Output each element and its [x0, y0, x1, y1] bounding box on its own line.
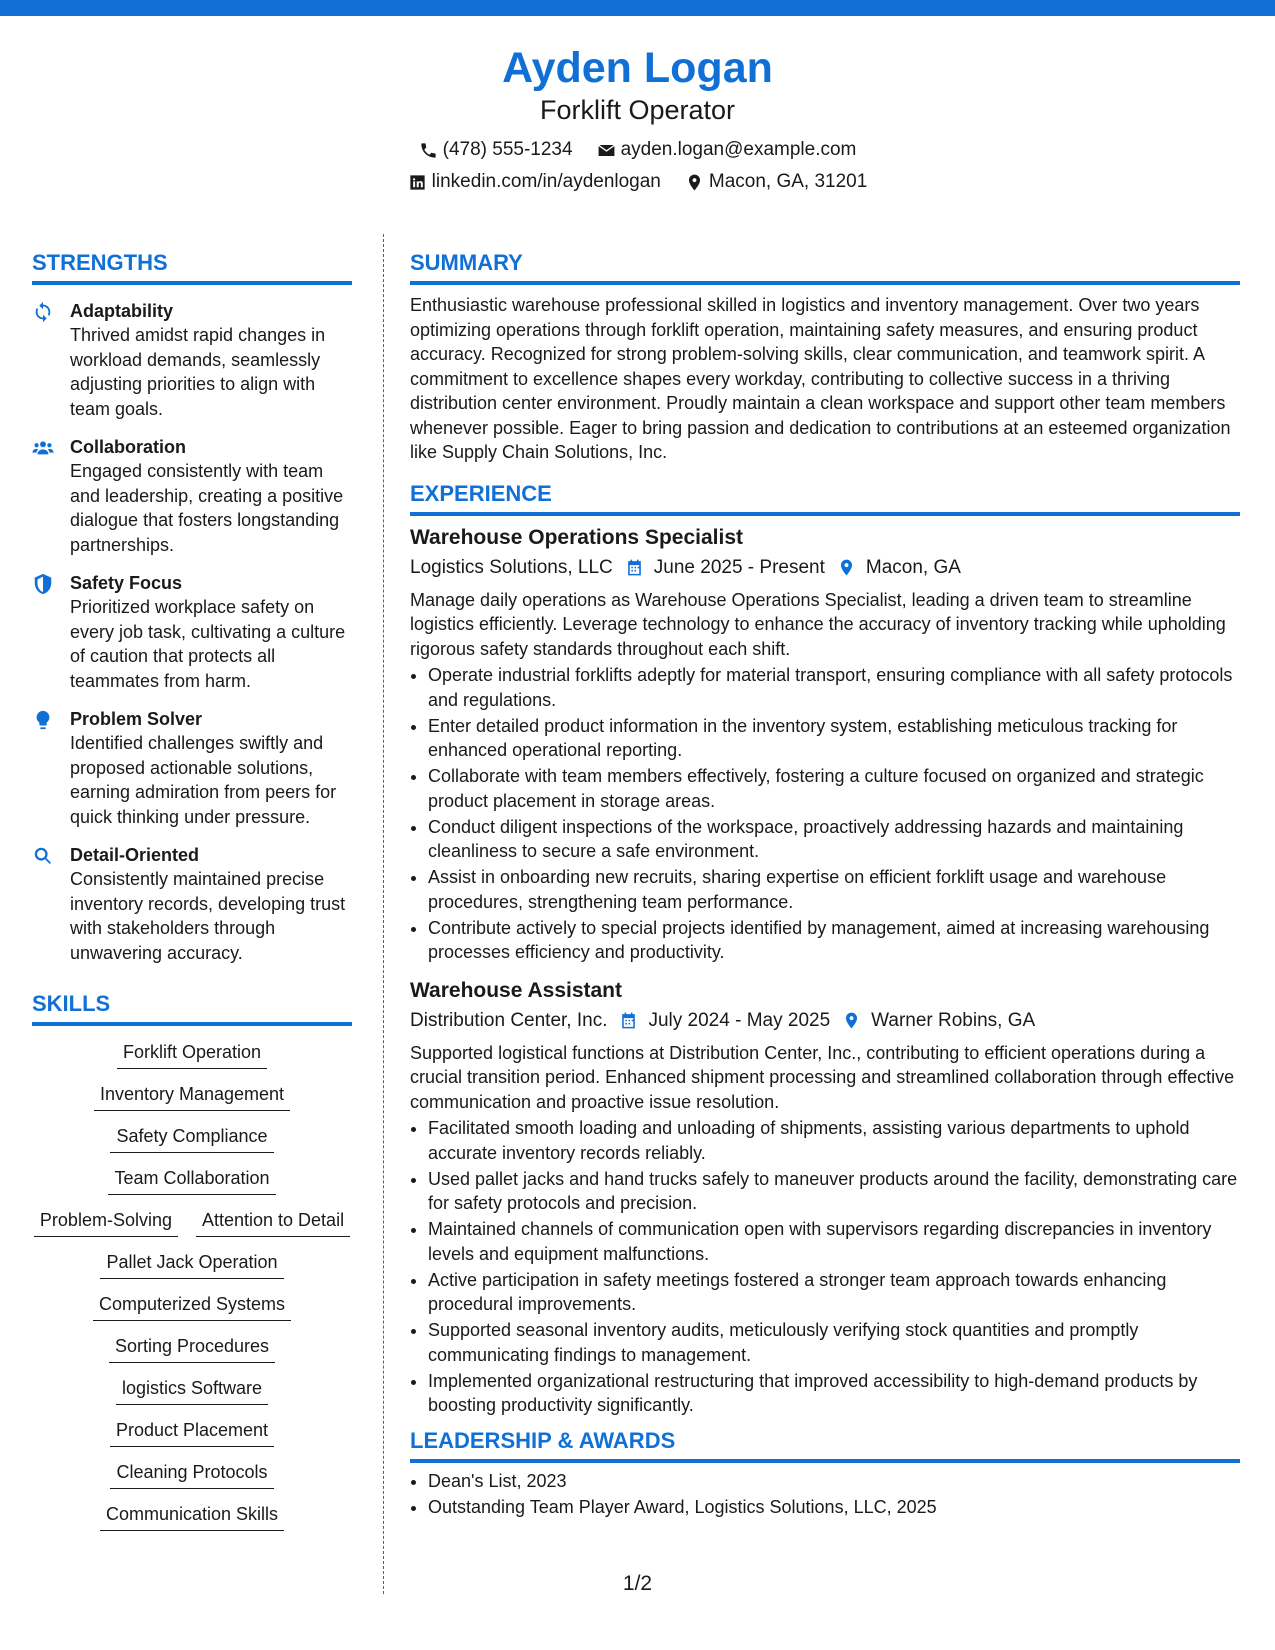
award-item: • Outstanding Team Player Award, Logistics Solutions, LLC, 2025 — [428, 1495, 1240, 1520]
strength-desc: Consistently maintained precise inventory records, developing trust with stakeholders through unwavering accuracy. — [70, 869, 346, 963]
job-location: Warner Robins, GA — [871, 1009, 1036, 1031]
strength-item — [32, 435, 352, 557]
location-text: Macon, GA, 31201 — [708, 171, 868, 192]
job-dates: June 2025 - Present — [653, 556, 825, 578]
contact-row-1 — [0, 138, 1275, 162]
job-bullet: • Implemented organizational restructuring that improved accessibility to high-demand products by boosting productivity significantly. — [428, 1369, 1240, 1418]
search-icon — [32, 845, 54, 867]
candidate-name: Ayden Logan — [502, 44, 773, 92]
strength-title: Adaptability — [70, 301, 174, 321]
contact-row-2 — [0, 170, 1275, 194]
skill-tag: Safety Compliance — [110, 1124, 273, 1153]
award-item: • Dean's List, 2023 — [428, 1469, 1240, 1494]
strengths-heading: STRENGTHS — [32, 250, 352, 285]
strength-item — [32, 707, 352, 829]
job-description: Manage daily operations as Warehouse Operations Specialist, leading a driven team to streamline logistics efficiently. Leverage technology to enhance the accuracy of inventory tracking while upholding rigorous safety standards throughout each shift. — [410, 589, 1226, 659]
strength-desc: Identified challenges swiftly and proposed actionable solutions, earning admiration from peers for quick thinking under pressure. — [70, 733, 337, 827]
contact-phone — [419, 138, 573, 162]
job-bullet: • Operate industrial forklifts adeptly for material transport, ensuring compliance with all safety protocols and regulations. — [428, 663, 1240, 712]
job-bullet: • Supported seasonal inventory audits, meticulously verifying stock quantities and promptly communicating findings to management. — [428, 1318, 1240, 1367]
summary-heading: SUMMARY — [410, 250, 1240, 285]
linkedin-icon — [408, 173, 427, 192]
job-bullet: • Assist in onboarding new recruits, sharing expertise on efficient forklift usage and warehouse procedures, strengthening team performance. — [428, 865, 1240, 914]
resume-header — [0, 42, 1275, 194]
envelope-icon — [597, 141, 616, 160]
skill-tag: Team Collaboration — [108, 1166, 275, 1195]
skill-tag: Cleaning Protocols — [110, 1460, 273, 1489]
job-bullets — [410, 1116, 1240, 1418]
job-bullet: • Contribute actively to special projects identified by management, aimed at increasing warehousing processes efficiency and productivity. — [428, 916, 1240, 965]
phone-icon — [419, 141, 438, 160]
job-role: Warehouse Operations Specialist — [410, 525, 743, 549]
skill-tag: Inventory Management — [94, 1082, 290, 1111]
map-pin-icon — [842, 1011, 861, 1030]
skill-tag: logistics Software — [116, 1376, 268, 1405]
job-role: Warehouse Assistant — [410, 978, 622, 1002]
experience-heading: EXPERIENCE — [410, 481, 1240, 516]
skill-tag: Computerized Systems — [93, 1292, 291, 1321]
strength-desc: Engaged consistently with team and leadership, creating a positive dialogue that fosters longstanding partnerships. — [70, 461, 344, 555]
job-meta — [410, 554, 1240, 582]
calendar-icon — [619, 1011, 638, 1030]
contact-location — [685, 170, 867, 194]
map-pin-icon — [837, 558, 856, 577]
job-entry — [410, 524, 1240, 965]
job-bullet: • Used pallet jacks and hand trucks safely to maneuver products around the facility, demonstrating care for safety protocols and precision. — [428, 1167, 1240, 1216]
strength-title: Problem Solver — [70, 709, 203, 729]
strength-title: Collaboration — [70, 437, 186, 457]
email-text: ayden.logan@example.com — [620, 139, 857, 160]
right-column — [410, 250, 1240, 1521]
skills-list — [32, 1040, 352, 1544]
strength-item — [32, 843, 352, 965]
skill-tag: Pallet Jack Operation — [100, 1250, 283, 1279]
job-description: Supported logistical functions at Distribution Center, Inc., contributing to efficient operations during a crucial transition period. Enhanced shipment processing and streamlined collaboration through effective communication and proactive issue resolution. — [410, 1042, 1235, 1112]
strength-desc: Prioritized workplace safety on every job task, cultivating a culture of caution that protects all teammates from harm. — [70, 597, 346, 691]
linkedin-text: linkedin.com/in/aydenlogan — [431, 171, 661, 192]
phone-text: (478) 555-1234 — [442, 139, 573, 160]
contact-email — [597, 138, 857, 162]
job-bullets — [410, 663, 1240, 965]
strength-title: Detail-Oriented — [70, 845, 200, 865]
job-company: Distribution Center, Inc. — [410, 1009, 608, 1031]
skill-tag: Forklift Operation — [117, 1040, 267, 1069]
column-divider — [383, 234, 384, 1594]
skill-tag: Problem-Solving — [34, 1208, 178, 1237]
calendar-icon — [625, 558, 644, 577]
candidate-title: Forklift Operator — [539, 95, 736, 125]
job-meta — [410, 1007, 1240, 1035]
job-dates: July 2024 - May 2025 — [648, 1009, 831, 1031]
job-bullet: • Collaborate with team members effectively, fostering a culture focused on organized and strategic product placement in storage areas. — [428, 764, 1240, 813]
job-company: Logistics Solutions, LLC — [410, 556, 613, 578]
job-bullet: • Enter detailed product information in the inventory system, establishing meticulous tracking for enhanced operational reporting. — [428, 714, 1240, 763]
job-bullet: • Conduct diligent inspections of the workspace, proactively addressing hazards and maintaining cleanliness to secure a safe environment. — [428, 815, 1240, 864]
strength-item — [32, 571, 352, 693]
left-column — [32, 250, 352, 1544]
job-location: Macon, GA — [865, 556, 961, 578]
skill-tag: Sorting Procedures — [109, 1334, 275, 1363]
strength-desc: Thrived amidst rapid changes in workload demands, seamlessly adjusting priorities to align with team goals. — [70, 325, 326, 419]
contact-linkedin — [408, 170, 661, 194]
awards-heading: LEADERSHIP & AWARDS — [410, 1428, 1240, 1463]
sync-icon — [32, 301, 54, 323]
job-bullet: • Active participation in safety meetings fostered a stronger team approach towards enhancing procedural improvements. — [428, 1268, 1240, 1317]
page-number: 1/2 — [622, 1572, 653, 1595]
users-icon — [32, 437, 54, 459]
job-bullet: • Facilitated smooth loading and unloading of shipments, assisting various departments to uphold accurate inventory records reliably. — [428, 1116, 1240, 1165]
skills-heading: SKILLS — [32, 991, 352, 1026]
strength-title: Safety Focus — [70, 573, 183, 593]
lightbulb-icon — [32, 709, 54, 731]
skill-tag: Communication Skills — [100, 1502, 284, 1531]
skill-tag: Attention to Detail — [196, 1208, 350, 1237]
job-entry — [410, 977, 1240, 1418]
shield-icon — [32, 573, 54, 595]
map-pin-icon — [685, 173, 704, 192]
awards-list — [410, 1469, 1240, 1520]
skill-tag: Product Placement — [110, 1418, 274, 1447]
job-bullet: • Maintained channels of communication open with supervisors regarding discrepancies in inventory levels and equipment malfunctions. — [428, 1217, 1240, 1266]
top-accent-bar — [0, 0, 1275, 16]
summary-text: Enthusiastic warehouse professional skilled in logistics and inventory management. Over two years optimizing operations through forklift operation, maintaining safety measures, and ensuring product accuracy. Recognized for strong problem-solving skills, clear communication, and teamwork spirit. A commitment to excellence shapes every workday, contributing to collective success in a thriving distribution center environment. Proudly maintain a clean workspace and support other team members whenever possible. Eager to bring passion and dedication to contributions at an esteemed organization like Supply Chain Solutions, Inc. — [410, 295, 1231, 462]
strength-item — [32, 299, 352, 421]
